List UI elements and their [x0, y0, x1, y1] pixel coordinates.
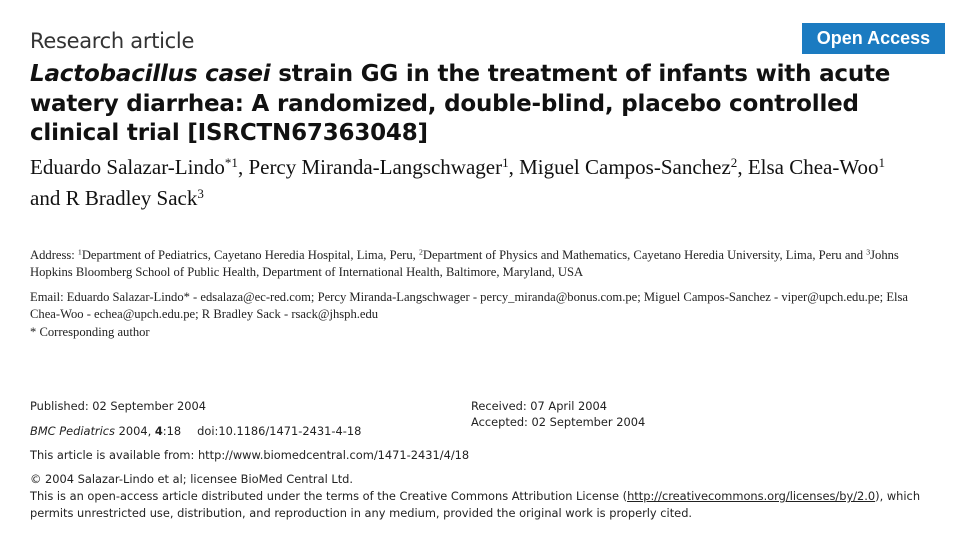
affiliation-address — [30, 247, 910, 280]
author-separator: and — [30, 186, 66, 210]
license-link[interactable]: http://creativecommons.org/licenses/by/2.0 — [627, 489, 876, 503]
accepted-date: Accepted: 02 September 2004 — [471, 415, 646, 429]
title-rest: strain GG in the treatment of infants with acute watery diarrhea: A randomized, double-blind, placebo controlled clinical trial [ISRCTN67363048] — [30, 61, 891, 146]
author-name: Percy Miranda-Langschwager — [248, 155, 503, 179]
citation-year: 2004, — [114, 424, 155, 438]
author-name: Elsa Chea-Woo — [747, 155, 879, 179]
affiliation-1: Department of Pediatrics, Cayetano Heredia Hospital, Lima, Peru, — [81, 248, 419, 262]
citation-volume: 4 — [154, 424, 163, 438]
author-list — [30, 152, 910, 214]
affiliation-2: Department of Physics and Mathematics, Cayetano Heredia University, Lima, Peru and — [422, 248, 867, 262]
license-text-before: This is an open-access article distributed under the terms of the Creative Commons Attribution License ( — [30, 489, 628, 503]
corresponding-author-note: * Corresponding author — [30, 325, 150, 339]
address-label: Address: — [30, 248, 78, 262]
author-name: Eduardo Salazar-Lindo — [30, 155, 225, 179]
license-statement — [30, 488, 930, 521]
section-label: Research article — [30, 29, 195, 53]
affiliation-mark: 3 — [866, 247, 871, 257]
copyright-notice: © 2004 Salazar-Lindo et al; licensee BioMed Central Ltd. — [30, 472, 354, 486]
author-affiliation-mark: 1 — [878, 154, 886, 170]
availability-url: This article is available from: http://www.biomedcentral.com/1471-2431/4/18 — [30, 448, 470, 462]
author-name: Miguel Campos-Sanchez — [519, 155, 731, 179]
journal-name: BMC Pediatrics — [30, 424, 115, 438]
title-species-name: Lactobacillus casei — [30, 61, 271, 87]
author-separator: , — [508, 155, 520, 179]
author-affiliation-mark: 1 — [502, 154, 509, 170]
author-separator: , — [237, 155, 249, 179]
published-date: Published: 02 September 2004 — [30, 399, 206, 413]
author-name: R Bradley Sack — [65, 186, 198, 210]
license-text-after: ), which permits unrestricted use, distribution, and reproduction in any medium, provided the original work is properly cited. — [30, 489, 921, 520]
author-affiliation-mark: *1 — [224, 154, 238, 170]
received-date: Received: 07 April 2004 — [471, 399, 608, 413]
citation-pages: :18 — [162, 424, 182, 438]
article-title — [30, 60, 930, 149]
author-separator: , — [737, 155, 748, 179]
author-affiliation-mark: 2 — [730, 154, 738, 170]
open-access-badge: Open Access — [802, 23, 945, 54]
author-affiliation-mark: 3 — [197, 185, 204, 201]
citation-line — [30, 423, 361, 440]
author-emails: Email: Eduardo Salazar-Lindo* - edsalaza@ec-red.com; Percy Miranda-Langschwager - percy_miranda@bonus.com.pe; Miguel Campos-Sanchez - viper@upch.edu.pe; Elsa Chea-Woo - echea@upch.edu.pe; R Bradley Sack - rsack@jhsph.edu — [30, 290, 909, 321]
affiliation-3: Johns Hopkins Bloomberg School of Public Health, Department of International Health, Baltimore, Maryland, USA — [30, 248, 899, 279]
citation-doi: doi:10.1186/1471-2431-4-18 — [197, 424, 362, 438]
affiliation-mark: 2 — [418, 247, 423, 257]
affiliation-mark: 1 — [77, 247, 82, 257]
